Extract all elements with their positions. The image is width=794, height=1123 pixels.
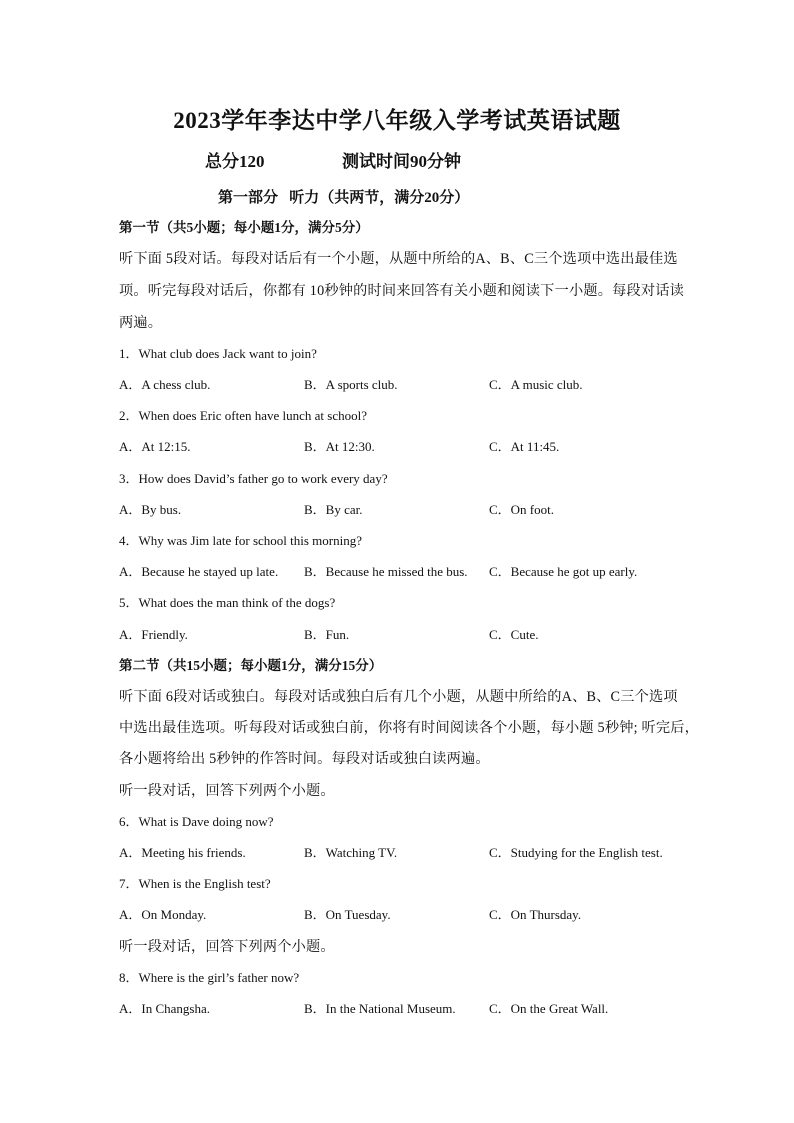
question-7: 7．When is the English test? [119, 876, 271, 891]
option-b: B．Watching TV. [304, 845, 398, 860]
option-b: B．Fun. [304, 627, 350, 642]
section2-instruction-line: 中选出最佳选项。听每段对话或独白前，你将有时间阅读各个小题，每小题 5秒钟; 听完后， [119, 720, 700, 736]
option-b: B．Because he missed the bus. [304, 564, 468, 579]
question-7-options [119, 904, 719, 924]
dialogue-intro: 听一段对话，回答下列两个小题。 [119, 939, 335, 955]
option-a: A．In Changsha. [119, 1001, 210, 1016]
option-b: B．In the National Museum. [304, 1001, 456, 1016]
question-2: 2．When does Eric often have lunch at school? [119, 408, 367, 423]
page-title: 2023学年李达中学八年级入学考试英语试题 [173, 108, 621, 133]
option-b: B．On Tuesday. [304, 907, 391, 922]
option-b: B．By car. [304, 502, 363, 517]
option-c: C．At 11:45. [489, 439, 560, 454]
option-c: C．On the Great Wall. [489, 1001, 609, 1016]
part1-heading: 第一部分 听力（共两节，满分20分） [218, 190, 470, 206]
question-4: 4．Why was Jim late for school this morning? [119, 533, 362, 548]
section1-instruction-line: 两遍。 [119, 315, 163, 331]
option-c: C．On Thursday. [489, 907, 582, 922]
option-c: C．Studying for the English test. [489, 845, 663, 860]
question-3: 3．How does David’s father go to work every day? [119, 471, 388, 486]
question-3-options [119, 499, 719, 519]
question-1-options [119, 374, 719, 394]
option-c: C．Cute. [489, 627, 539, 642]
option-b: B．A sports club. [304, 377, 398, 392]
question-8-options [119, 998, 719, 1018]
option-a: A．On Monday. [119, 907, 207, 922]
question-4-options [119, 561, 719, 581]
option-a: A．Because he stayed up late. [119, 564, 279, 579]
section2-instruction-line: 各小题将给出 5秒钟的作答时间。每段对话或独白读两遍。 [119, 751, 490, 767]
option-a: A．By bus. [119, 502, 182, 517]
question-2-options [119, 436, 719, 456]
option-b: B．At 12:30. [304, 439, 375, 454]
section1-instruction-line: 项。听完每段对话后，你都有 10秒钟的时间来回答有关小题和阅读下一小题。每段对话读 [119, 283, 685, 299]
test-duration: 测试时间90分钟 [342, 152, 461, 171]
option-c: C．On foot. [489, 502, 555, 517]
option-a: A．A chess club. [119, 377, 211, 392]
question-6: 6．What is Dave doing now? [119, 814, 274, 829]
question-8: 8．Where is the girl’s father now? [119, 970, 300, 985]
option-c: C．Because he got up early. [489, 564, 638, 579]
total-score: 总分120 [205, 152, 265, 171]
option-a: A．Friendly. [119, 627, 188, 642]
dialogue-intro: 听一段对话，回答下列两个小题。 [119, 783, 335, 799]
question-6-options [119, 842, 719, 862]
option-c: C．A music club. [489, 377, 583, 392]
section2-instruction-line: 听下面 6段对话或独白。每段对话或独白后有几个小题，从题中所给的A、B、C三个选项 [119, 689, 678, 705]
question-5-options [119, 624, 719, 644]
section2-heading: 第二节（共15小题；每小题1分，满分15分） [119, 658, 383, 673]
option-a: A．At 12:15. [119, 439, 191, 454]
question-1: 1．What club does Jack want to join? [119, 346, 317, 361]
section1-heading: 第一节（共5小题；每小题1分，满分5分） [119, 220, 369, 235]
question-5: 5．What does the man think of the dogs? [119, 595, 336, 610]
option-a: A．Meeting his friends. [119, 845, 246, 860]
section1-instruction-line: 听下面 5段对话。每段对话后有一个小题，从题中所给的A、B、C三个选项中选出最佳选 [119, 251, 678, 267]
